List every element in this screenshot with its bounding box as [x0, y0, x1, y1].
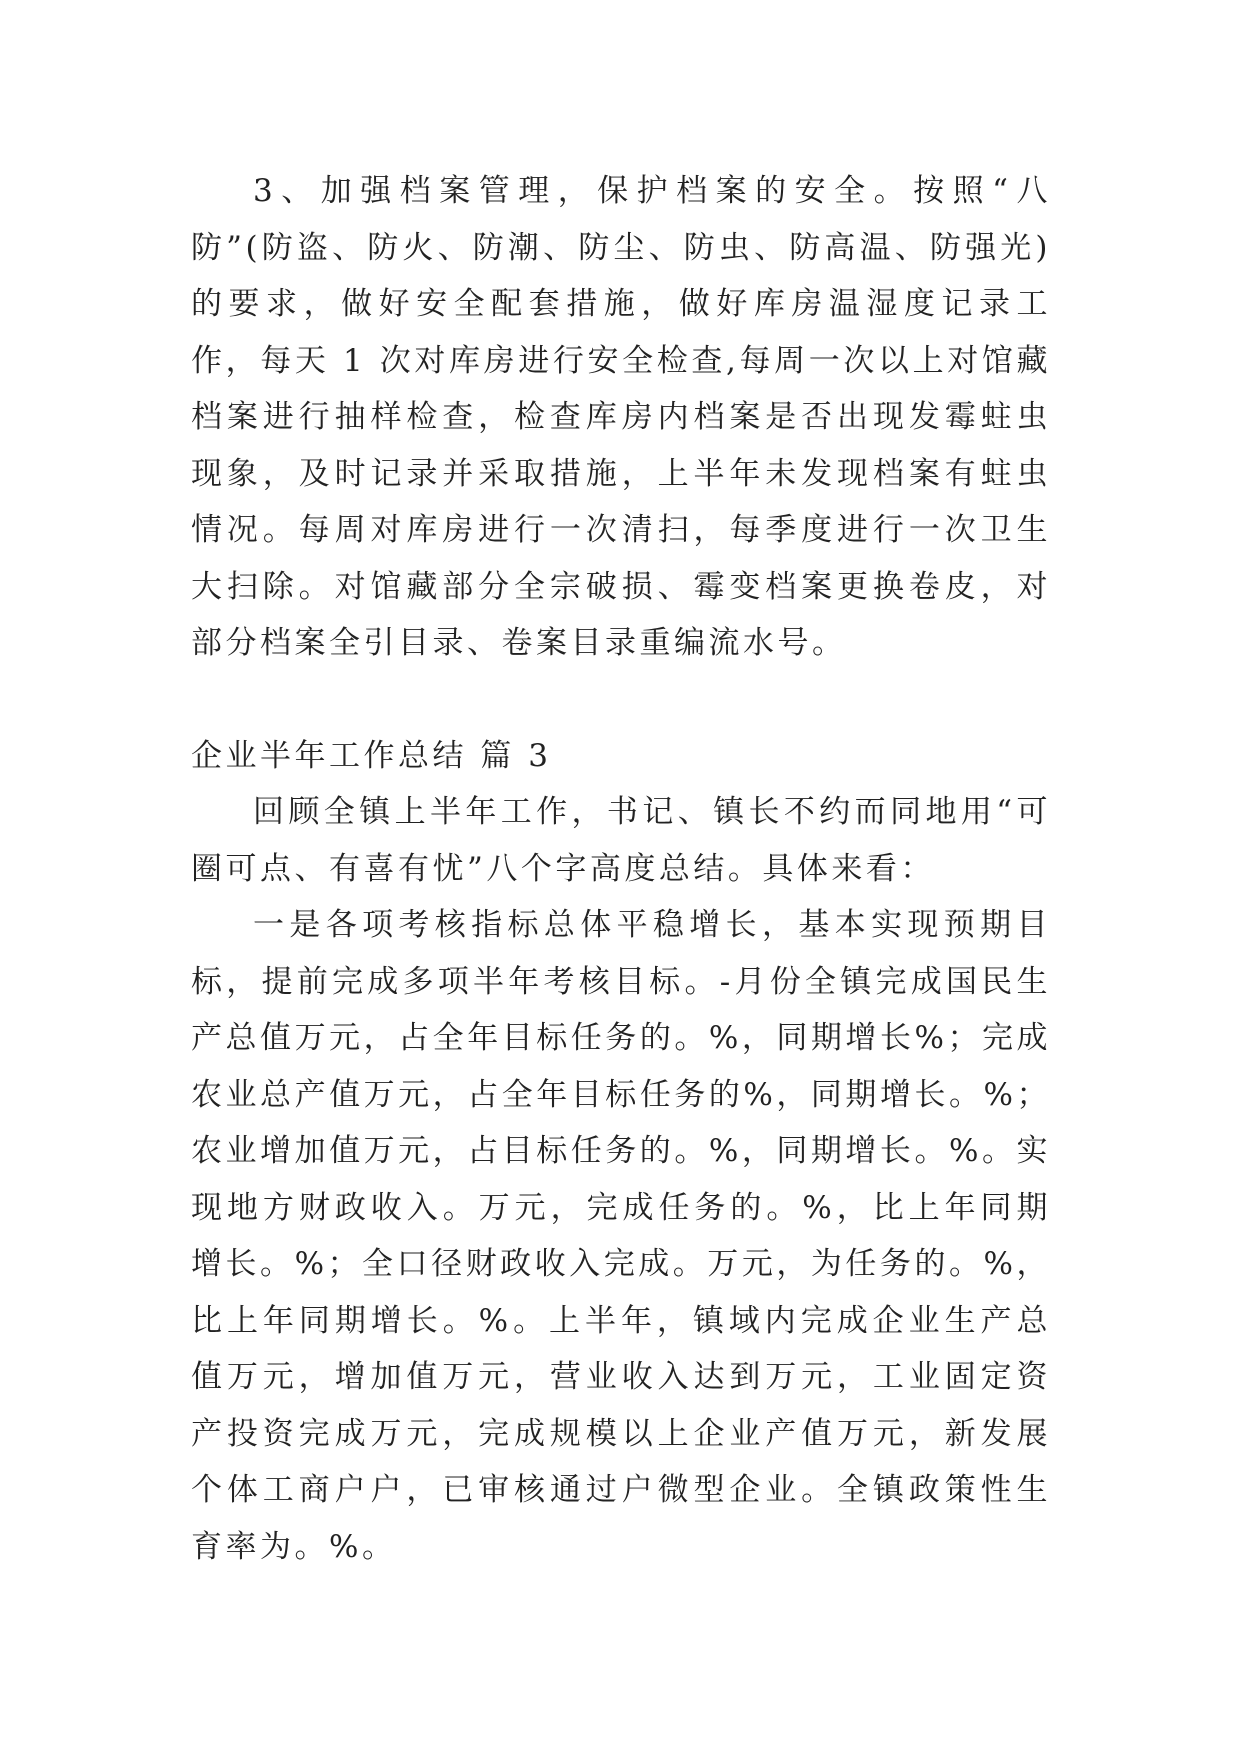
- paragraph-review: 回顾全镇上半年工作，书记、镇长不约而同地用“可圈可点、有喜有忧”八个字高度总结。具体来看：: [191, 794, 1051, 887]
- section-heading: 企业半年工作总结 篇 3: [191, 737, 552, 774]
- paragraph-archive-management: 3、加强档案管理，保护档案的安全。按照“八防”(防盗、防火、防潮、防尘、防虫、防高温、防强光)的要求，做好安全配套措施，做好库房温湿度记录工作，每天 1 次对库房进行安全检查,每周一次以上对馆藏档案进行抽样检查，检查库房内档案是否出现发霉蛀虫现象，及时记录并采取措施，上半年未发现档案有蛀虫情况。每周对库房进行一次清扫，每季度进行一次卫生大扫除。对馆藏部分全宗破损、霉变档案更换卷皮，对部分档案全引目录、卷案目录重编流水号。: [191, 173, 1051, 661]
- paragraph-indicators: 一是各项考核指标总体平稳增长，基本实现预期目标，提前完成多项半年考核目标。-月份全镇完成国民生产总值万元，占全年目标任务的。%，同期增长%；完成农业总产值万元，占全年目标任务的%，同期增长。%；农业增加值万元，占目标任务的。%，同期增长。%。实现地方财政收入。万元，完成任务的。%，比上年同期增长。%；全口径财政收入完成。万元，为任务的。%，比上年同期增长。%。上半年，镇域内完成企业生产总值万元，增加值万元，营业收入达到万元，工业固定资产投资完成万元，完成规模以上企业产值万元，新发展个体工商户户，已审核通过户微型企业。全镇政策性生育率为。%。: [191, 907, 1051, 1565]
- paragraph-gap: [191, 672, 1051, 728]
- document-body: [191, 163, 1051, 1575]
